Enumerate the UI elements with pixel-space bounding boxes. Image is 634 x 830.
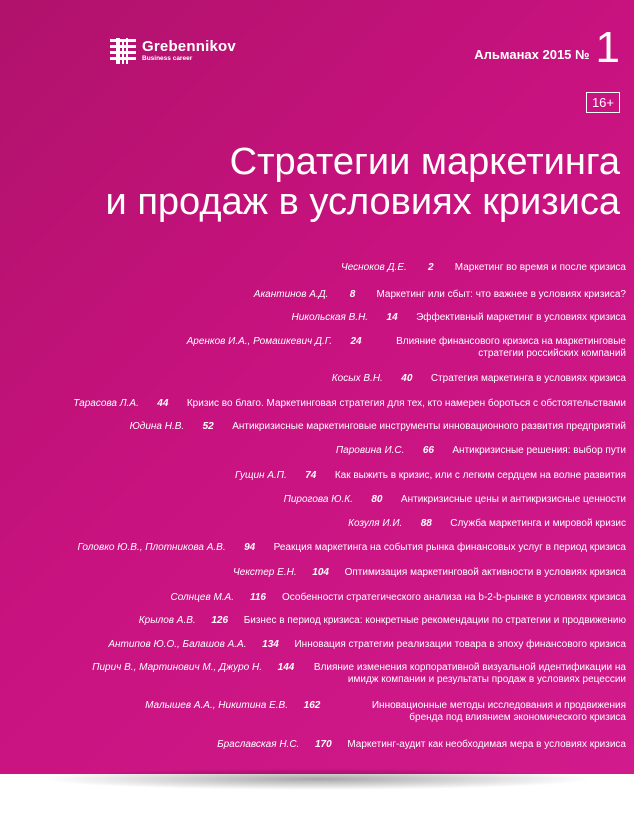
cover-title-line2: и продаж в условиях кризиса	[105, 181, 620, 223]
toc-author: Браславская Н.С.	[217, 739, 300, 750]
toc-author: Малышев А.А., Никитина Е.В.	[145, 700, 288, 711]
toc-topic: Маркетинг-аудит как необходимая мера в условиях кризиса	[347, 739, 626, 750]
toc-author: Головко Ю.В., Плотникова А.В.	[77, 542, 226, 553]
toc-entry	[0, 567, 634, 579]
toc-page-number: 116	[250, 592, 266, 603]
toc-entry	[0, 421, 634, 433]
toc-topic: Влияние финансового кризиса на маркетинговые стратегии российских компаний	[396, 336, 626, 359]
brand-logo	[110, 38, 236, 64]
toc-topic: Инновационные методы исследования и продвижения бренда под влиянием экономического кризиса	[371, 700, 626, 723]
toc-author: Антипов Ю.О., Балашов А.А.	[108, 639, 247, 650]
toc-entry	[0, 289, 634, 301]
toc-entry	[0, 470, 634, 482]
toc-page-number: 44	[157, 398, 169, 409]
toc-entry	[0, 494, 634, 506]
toc-entry	[0, 739, 634, 751]
toc-topic: Оптимизация маркетинговой активности в условиях кризиса	[344, 567, 626, 578]
cover-title-line1: Стратегии маркетинга	[229, 141, 620, 183]
toc-topic: Антикризисные решения: выбор пути	[452, 445, 626, 456]
age-rating-badge: 16+	[586, 92, 620, 113]
issue-label-block	[474, 23, 620, 72]
toc-topic: Особенности стратегического анализа на b-2-b-рынке в условиях кризиса	[282, 592, 626, 603]
toc-entry	[0, 662, 634, 686]
brand-name: Grebennikov	[142, 38, 236, 55]
toc-author: Косых В.Н.	[331, 373, 383, 384]
toc-entry	[0, 373, 634, 385]
toc-page-number: 14	[386, 312, 398, 323]
toc-topic: Инновация стратегии реализации товара в эпоху финансового кризиса	[294, 639, 626, 650]
toc-author: Пирогова Ю.К.	[283, 494, 353, 505]
toc-page-number: 170	[315, 739, 332, 750]
toc-page-number: 66	[422, 445, 434, 456]
toc-page-number: 134	[262, 639, 279, 650]
toc-author: Юдина Н.В.	[129, 421, 185, 432]
toc-topic: Маркетинг во время и после кризиса	[454, 262, 626, 273]
toc-author: Акантинов А.Д.	[253, 289, 329, 300]
brand-tagline: Business career	[142, 55, 193, 62]
issue-number: 1	[595, 23, 620, 72]
toc-page-number: 144	[277, 662, 295, 673]
toc-entry	[0, 336, 634, 360]
toc-author: Гущин А.П.	[234, 470, 287, 481]
toc-author: Аренков И.А., Ромашкевич Д.Г.	[186, 336, 332, 347]
toc-entry	[0, 615, 634, 627]
toc-page-number: 52	[202, 421, 214, 432]
toc-topic: Кризис во благо. Маркетинговая стратегия для тех, кто намерен бороться с обстоятельствами	[186, 398, 626, 409]
cover-title	[106, 142, 620, 222]
toc-author: Крылов А.В.	[138, 615, 196, 626]
toc-topic: Антикризисные цены и антикризисные ценности	[400, 494, 626, 505]
toc-page-number: 104	[312, 567, 329, 578]
toc-topic: Служба маркетинга и мировой кризис	[450, 518, 626, 529]
toc-topic: Бизнес в период кризиса: конкретные рекомендации по стратегии и продвижению	[243, 615, 626, 626]
toc-entry	[0, 639, 634, 651]
toc-author: Паровина И.С.	[335, 445, 405, 456]
toc-author: Чесноков Д.Е.	[340, 262, 407, 273]
toc-page-number: 80	[371, 494, 383, 505]
toc-page-number: 74	[305, 470, 317, 481]
toc-entry	[0, 518, 634, 530]
toc-page-number: 24	[350, 336, 362, 347]
toc-author: Пирич В., Мартинович М., Джуро Н.	[92, 662, 262, 673]
toc-author: Солнцев М.А.	[170, 592, 235, 603]
toc-topic: Как выжить в кризис, или с легким сердцем на волне развития	[334, 470, 626, 481]
toc-page-number: 162	[303, 700, 321, 711]
toc-topic: Эффективный маркетинг в условиях кризиса	[416, 312, 626, 323]
toc-author: Тарасова Л.А.	[73, 398, 139, 409]
toc-entry	[0, 700, 634, 724]
toc-topic: Реакция маркетинга на события рынка финансовых услуг в период кризиса	[273, 542, 626, 553]
toc-author: Никольская В.Н.	[291, 312, 369, 323]
toc-author: Козуля И.И.	[348, 518, 403, 529]
toc-page-number: 126	[211, 615, 229, 626]
toc-entry	[0, 592, 634, 604]
toc-topic: Антикризисные маркетинговые инструменты инновационного развития предприятий	[232, 421, 626, 432]
cover-shadow	[40, 768, 594, 790]
toc-author: Чекстер Е.Н.	[233, 567, 297, 578]
toc-entry	[0, 445, 634, 457]
toc-entry	[0, 398, 634, 410]
toc-entry	[0, 312, 634, 324]
toc-page-number: 40	[401, 373, 413, 384]
toc-entry	[0, 542, 634, 554]
toc-topic: Стратегия маркетинга в условиях кризиса	[430, 373, 626, 384]
toc-topic: Влияние изменения корпоративной визуальной идентификации на имидж компании и результаты продаж в условиях рецессии	[313, 662, 626, 685]
toc-page-number: 8	[349, 289, 356, 300]
toc-page-number: 2	[428, 262, 434, 273]
issue-label: Альманах 2015 №	[474, 47, 590, 62]
toc-page-number: 94	[244, 542, 256, 553]
logo-bars-icon	[110, 38, 136, 64]
toc-topic: Маркетинг или сбыт: что важнее в условиях кризиса?	[376, 289, 626, 300]
toc-page-number: 88	[420, 518, 432, 529]
toc-entry	[0, 262, 634, 274]
